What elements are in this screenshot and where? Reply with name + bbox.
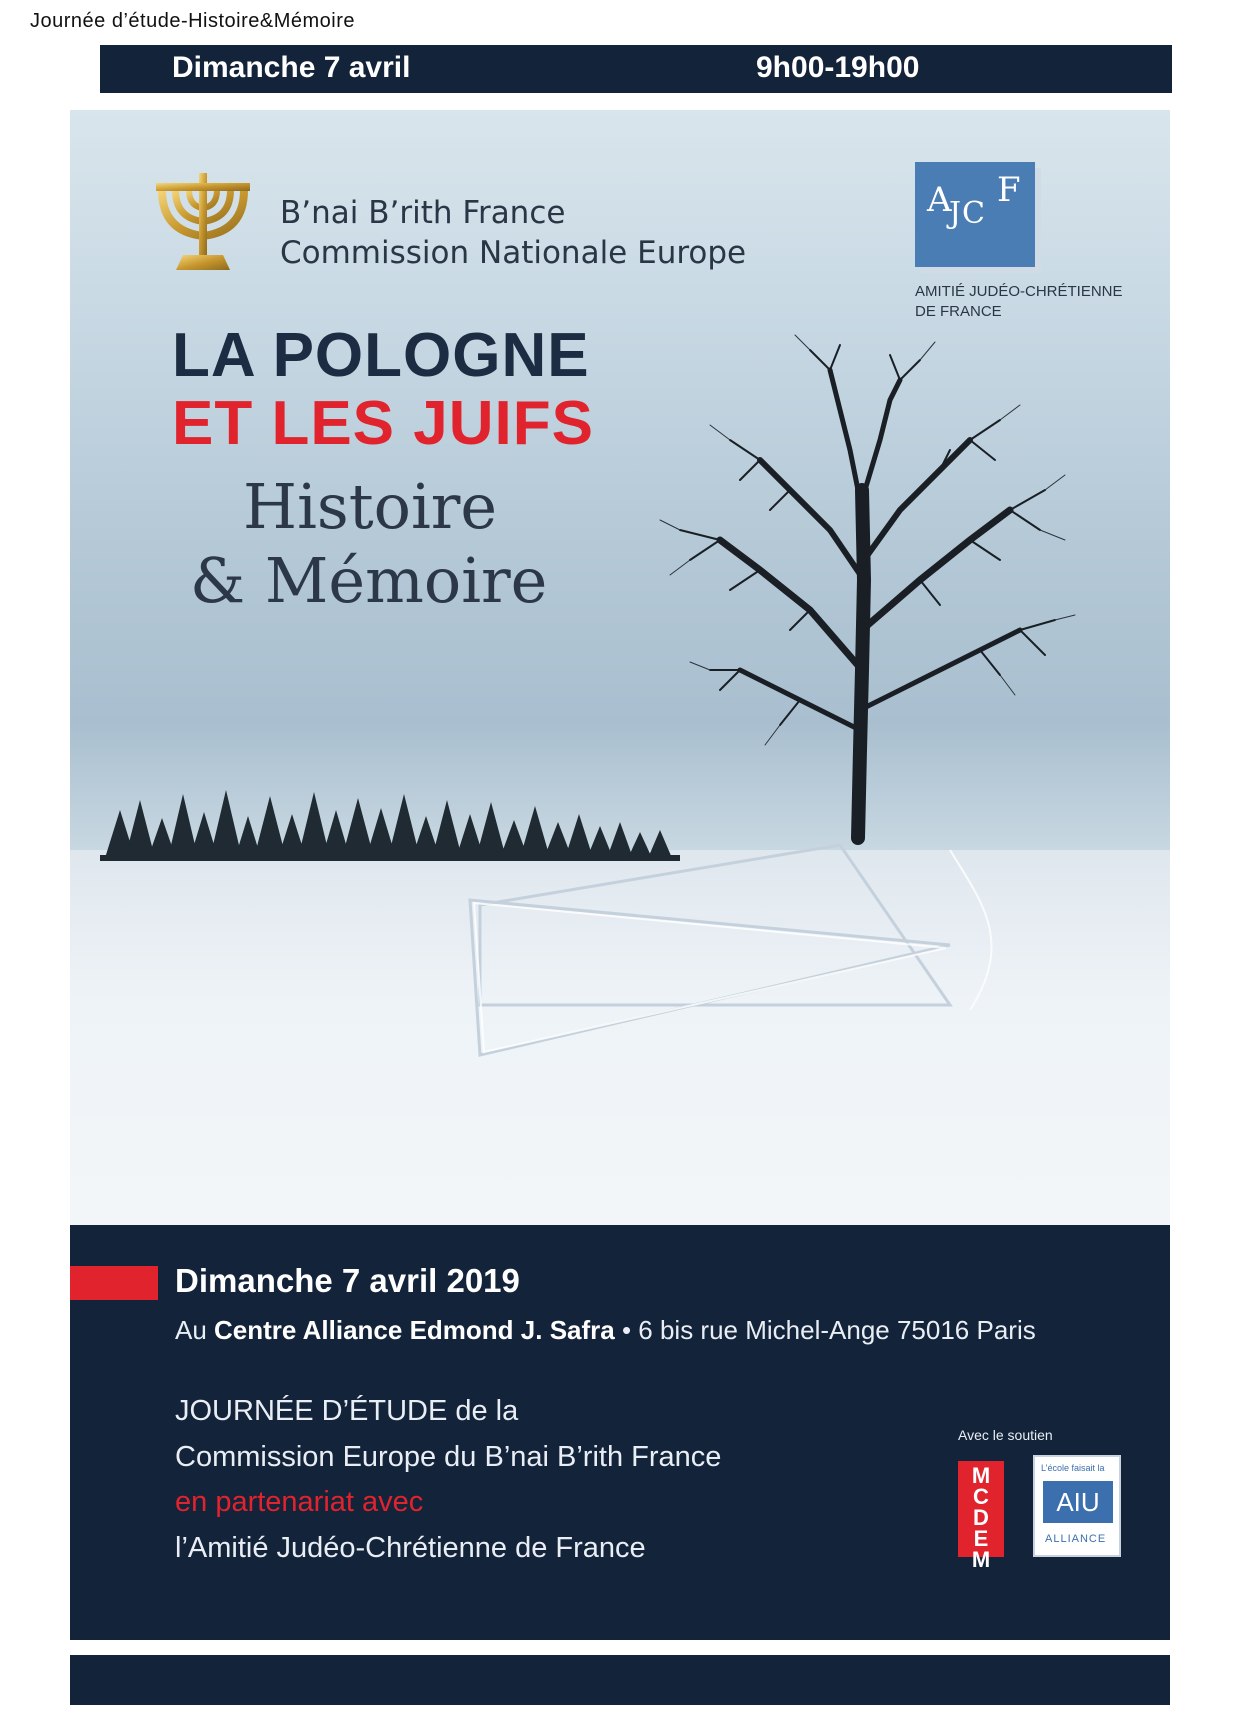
sponsor-logo-mjm: M C D E M [958,1461,1004,1557]
banner-hours: 9h00-19h00 [756,51,920,84]
event-poster [70,110,1170,1640]
description-line: Commission Europe du B’nai B’rith France [175,1441,722,1473]
menorah-logo-icon [148,165,258,280]
ajcf-letter-f: F [997,170,1022,210]
forest-treeline [100,790,680,861]
page-header: Journée d’étude-Histoire&Mémoire [30,10,356,32]
ajcf-logo [915,162,1035,267]
banner-date: Dimanche 7 avril [172,51,411,84]
address-prefix: Au [175,1315,215,1345]
sponsor-logo-aiu [1033,1455,1121,1557]
poster-subtitle-line2: & Mémoire [190,544,548,617]
ajcf-caption-line2: DE FRANCE [915,303,1002,320]
description-line: JOURNÉE D’ÉTUDE de la [175,1395,519,1427]
event-address [175,1315,1036,1346]
event-date: Dimanche 7 avril 2019 [175,1262,520,1299]
organizer-line1: B’nai B’rith France [280,195,566,231]
organizer-name [280,193,746,273]
description-line: l’Amitié Judéo-Chrétienne de France [175,1532,646,1564]
red-accent-tab [70,1266,158,1300]
footer-bar [70,1655,1170,1705]
aiu-logo-name: ALLIANCE [1045,1533,1107,1545]
aiu-logo-tagline: L’école faisait la [1041,1463,1105,1473]
event-info-panel [70,1225,1170,1640]
ajcf-letter-a: A [927,180,953,220]
ajcf-caption-line1: AMITIÉ JUDÉO-CHRÉTIENNE [915,283,1123,300]
date-banner [100,45,1172,93]
description-line-partnership: en partenariat avec [175,1486,424,1518]
star-of-david-in-snow [470,845,950,1055]
poster-title-line2: ET LES JUIFS [172,389,594,458]
poster-subtitle-line1: Histoire [243,470,498,543]
support-label: Avec le soutien [958,1427,1053,1443]
address-street: • 6 bis rue Michel-Ange 75016 Paris [614,1315,1036,1345]
ajcf-letters-jc: JC [949,196,986,231]
address-venue: Centre Alliance Edmond J. Safra [214,1315,615,1345]
aiu-logo-mark: AIU [1043,1481,1113,1523]
organizer-line2: Commission Nationale Europe [280,235,747,271]
ajcf-caption [915,282,1145,322]
poster-title-line1: LA POLOGNE [172,321,590,390]
bare-tree [660,335,1075,838]
